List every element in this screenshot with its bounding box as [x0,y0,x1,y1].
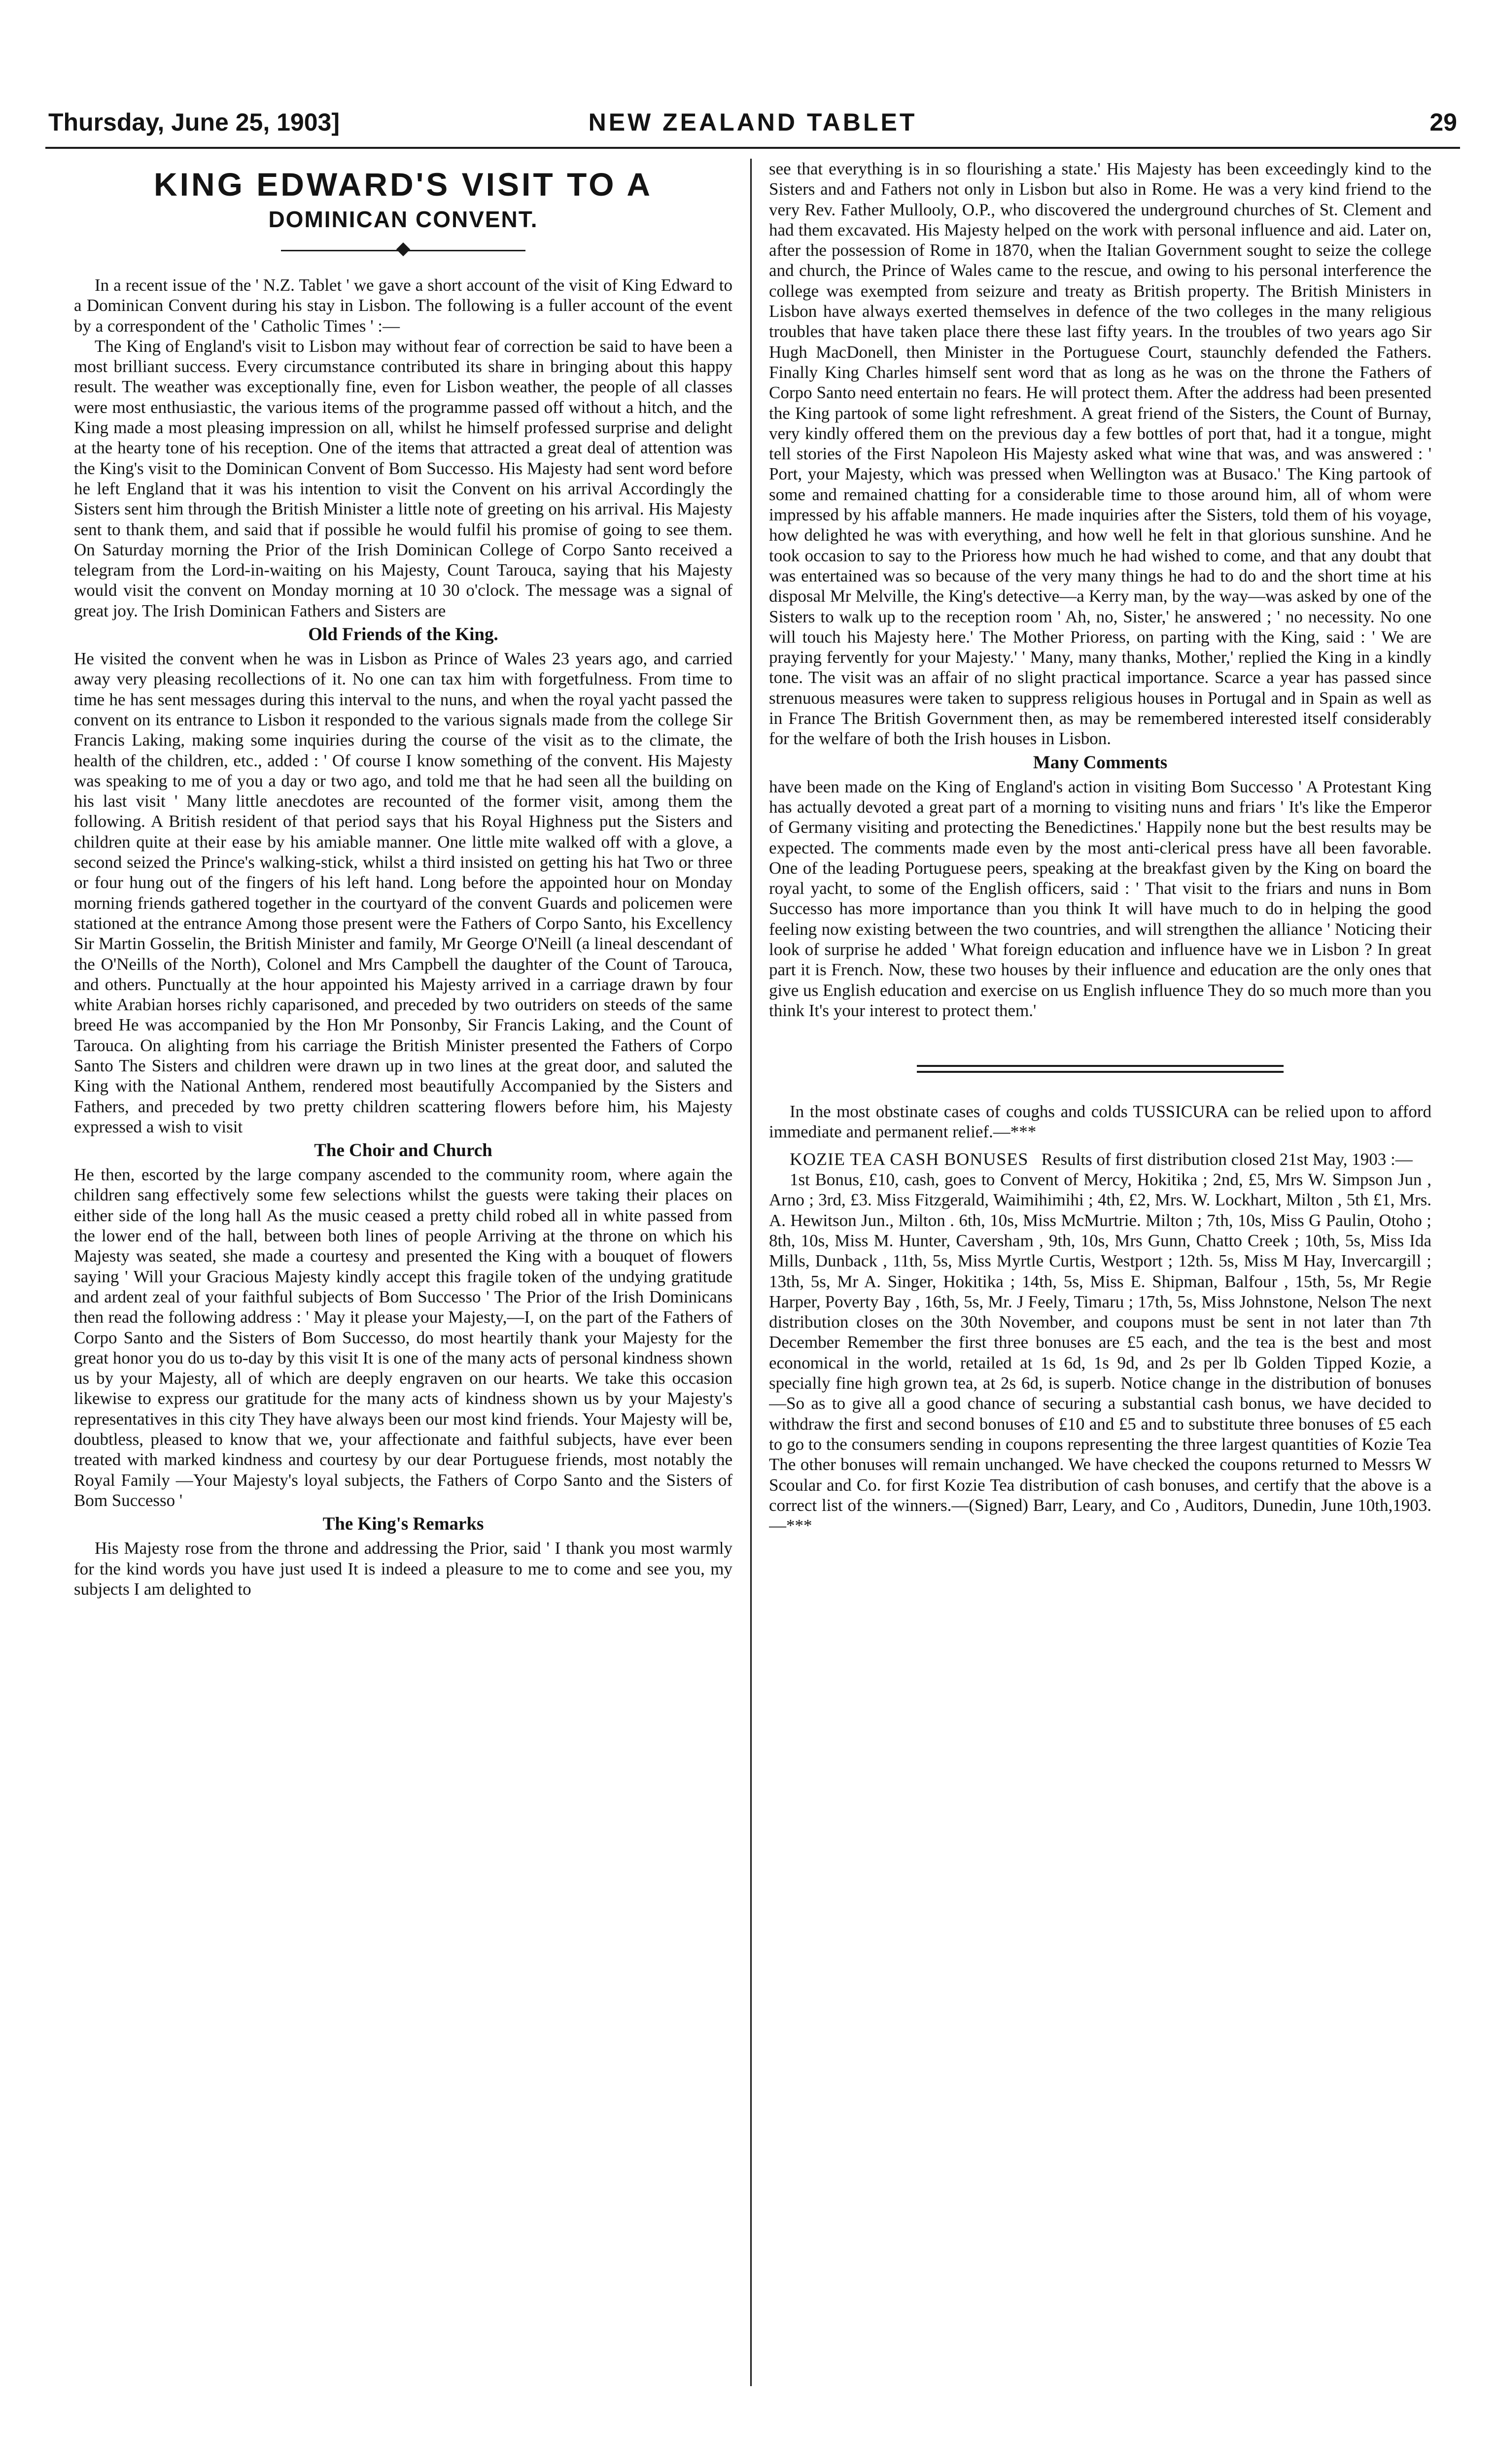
article-paragraph: see that everything is in so flourishing a state.' His Majesty has been exceedingly kind to the Sisters and and Fathers not only in Lisbon but also in Rome. He was a very kind friend to the very Rev. Father Mullooly, O.P., who discovered the underground churches of St. Clement and had them excavated. His Majesty helped on the work with personal influence and aid. Later on, after the possession of Rome in 1870, when the Italian Government sought to seize the college and church, the Prince of Wales came to the rescue, and owing to his personal interference the college was exempted from seizure and treaty as British property. The British Ministers in Lisbon have always exerted themselves in defence of the two colleges in the many religious troubles that have taken place there these last fifty years. In the troubles of two years ago Sir Hugh MacDonell, then Minister in the Portuguese Court, staunchly defended the Fathers. Finally King Charles himself sent word that as long as he was on the throne the Fathers of Corpo Santo need entertain no fears. He will protect them. After the address had been presented the King partook of some light refreshment. A great friend of the Sisters, the Count of Burnay, very kindly offered them on the previous day a few bottles of port that, had it a tongue, might tell stories of the First Napoleon His Majesty asked what wine that was, and was answered : ' Port, your Majesty, which was pressed when Wellington was at Busaco.' The King partook of some and remained chatting for a considerable time to those around him, all of whom were impressed by his affable manners. He made inquiries after the Sisters, told them of his voyage, how delighted he was with everything, and how well he felt in that glorious sunshine. And he took occasion to say to the Prioress how much he had wished to come, and that any doubt that was entertained was so because of the very many things he had to do and the short time at his disposal Mr Melville, the King's detective—a Kerry man, by the way—was asked by one of the Sisters to walk up to the reception room ' Ah, no, Sister,' he answered ; ' no necessity. No one will touch his Majesty here.' The Mother Prioress, on parting with the King, said : ' We are praying fervently for your Majesty.' ' Many, many thanks, Mother,' replied the King in a kindly tone. The visit was an affair of no slight practical importance. Scarce a year has passed since strenuous measures were taken to suppress religious houses in Portugal and in Spain as well as in France The British Government then, as may be remembered interested itself considerably for the welfare of both the Irish houses in Lisbon. [769,159,1431,749]
column-divider [750,159,752,2386]
article-paragraph: His Majesty rose from the throne and addressing the Prior, said ' I thank you most warmly for the kind words you have just used It is indeed a pleasure to me to come and see you, my subjects I am delighted to [74,1539,732,1599]
article-paragraph: have been made on the King of England's action in visiting Bom Successo ' A Protestant King has actually devoted a great part of a morning to visiting nuns and friars ' It's like the Emperor of Germany visiting and protecting the Benedictines.' Happily none but the best results may be expected. The comments made even by the most anti-clerical press have all been favorable. One of the leading Portuguese peers, speaking at the breakfast given by the King on board the royal yacht, to some of the English officers, said : ' That visit to the friars and nuns in Bom Successo has more importance than you think It will have much to do in helping the good feeling now existing between the two countries, and will strengthen the alliance ' Noticing their look of surprise he added ' What foreign education and influence have we in Lisbon ? In great part it is French. Now, these two houses by their influence and education are the only ones that give us English education and exercise on us English influence They do so much more than you think It's your interest to protect them.' [769,777,1431,1020]
newspaper-title: NEW ZEALAND TABLET [588,108,917,136]
article-paragraph: He then, escorted by the large company ascended to the community room, where again the children sang effectively some few selections whilst the guests were taking their places on either side of the long hall As the music ceased a pretty child robed all in white passed from the lower end of the hall, between both lines of people Arriving at the throne on which his Majesty was seated, she made a courtesy and presented the King with a bouquet of flowers saying ' Will your Gracious Majesty kindly accept this fragile token of the undying gratitude and ardent zeal of your faithful subjects of Bom Successo ' The Prior of the Irish Dominicans then read the following address : ' May it please your Majesty,—I, on the part of the Fathers of Corpo Santo and the Sisters of Bom Successo, do most heartily thank your Majesty for the great honor you do us to-day by this visit It is one of the many acts of personal kindness shown us by your Majesty, all of which are deeply engraven on our hearts. We take this occasion likewise to express our gratitude for the many acts of kindness shown us by your Majesty's representatives in this city They have always been our most kind friends. Your Majesty will be, doubtless, pleased to know that we, your affectionate and faithful subjects, have ever been treated with marked kindness and courtesy by our dear Portuguese friends, most notably the Royal Family —Your Majesty's loyal subjects, the Fathers of Corpo Santo and the Sisters of Bom Successo ' [74,1165,732,1510]
title-ornament [74,240,732,260]
article-intro: In a recent issue of the ' N.Z. Tablet ' we gave a short account of the visit of King Edward to a Dominican Convent during his stay in Lisbon. The following is a fuller account of the event by a correspondent of the ' Catholic Times ' :— [74,275,732,336]
masthead [45,103,1460,147]
diamond-ornament-icon [396,242,410,256]
section-heading: The King's Remarks [322,1514,484,1535]
column-right [769,159,1431,2406]
masthead-rule [45,147,1460,149]
section-heading: Many Comments [1033,752,1168,773]
article-paragraph: He visited the convent when he was in Lisbon as Prince of Wales 23 years ago, and carried away very pleasing recollections of it. No one can tax him with forgetfulness. From time to time he has sent messages during this interval to the nuns, and when the royal yacht passed the convent on its entrance to Lisbon it responded to the various signals made from the college Sir Francis Laking, making some inquiries during the course of the visit as to the climate, the health of the children, etc., added : ' Of course I know something of the convent. His Majesty was speaking to me of you a day or two ago, and told me that he had seen all the building on his last visit ' Many little anecdotes are recounted of the former visit, among them the following. A British resident of that period says that his Royal Highness put the Sisters and children quite at their ease by his amiable manner. One little mite walked off with a glove, a second seized the Prince's walking-stick, whilst a third insisted on getting his hat Two or three or four hung out of the fingers of his left hand. Long before the appointed hour on Monday morning friends gathered together in the courtyard of the convent Guards and policemen were stationed at the entrance Among those present were the Fathers of Corpo Santo, his Excellency Sir Martin Gosselin, the British Minister and family, Mr George O'Neill (a lineal descendant of the O'Neills of the North), Colonel and Mrs Campbell the daughter of the Count of Tarouca, and others. Punctually at the hour appointed his Majesty arrived in a carriage drawn by four white Arabian horses richly caparisoned, and preceded by two outriders on steeds of the same breed He was accompanied by the Hon Mr Ponsonby, Sir Francis Laking, and the Count of Tarouca. On alighting from his carriage the British Minister presented the Fathers of Corpo Santo The Sisters and children were drawn up in two lines at the great door, and saluted the King with the National Anthem, rendered most beautifully Accompanied by the Sisters and Fathers, and preceded by two pretty children scattering flowers before him, his Majesty expressed a wish to visit [74,649,732,1136]
section-separator [917,1065,1284,1067]
page-number: 29 [1429,108,1457,136]
kozie-lead: Results of first distribution closed 21st May, 1903 :— [1041,1149,1413,1169]
section-heading: The Choir and Church [314,1140,492,1161]
kozie-results: 1st Bonus, £10, cash, goes to Convent of Mercy, Hokitika ; 2nd, £5, Mrs W. Simpson Jun , Arno ; 3rd, £3. Miss Fitzgerald, Waimihimihi ; 4th, £2, Mrs. W. Lockhart, Milton , 5th £1, Mrs. A. Hewitson Jun., Milton . 6th, 10s, Miss McMurtrie. Milton ; 7th, 10s, Miss G Paulin, Otoho ; 8th, 10s, Miss M. Hunter, Caversham , 9th, 10s, Mrs Gunn, Chatto Creek ; 10th, 5s, Miss Ida Mills, Dunback , 11th, 5s, Miss Myrtle Curtis, Westport ; 12th. 5s, Miss M Hay, Invercargill ; 13th, 5s, Mr A. Singer, Hokitika ; 14th, 5s, Miss E. Shipman, Balfour , 15th, 5s, Mr Regie Harper, Poverty Bay , 16th, 5s, Mr. J Feely, Timaru ; 17th, 5s, Miss Johnstone, Nelson The next distribution closes on the 30th November, and coupons must be sent in not later than 7th December Remember the first three bonuses are £5 each, and the tea is the best and most economical in the world, retailed at 1s 6d, 1s 9d, and 2s per lb Golden Tipped Kozie, a specially fine high grown tea, at 2s 6d, is superb. Notice change in the distribution of bonuses —So as to give all a good chance of securing a substantial cash bonus, we have decided to withdraw the first and second bonuses of £10 and £5 and to substitute three bonuses of £5 each to go to the consumers sending in coupons representing the three largest quantities of Kozie Tea The other bonuses will remain unchanged. We have checked the coupons returned to Messrs W Scoular and Co. for first Kozie Tea distribution of cash bonuses, and certify that the above is a correct list of the winners.—(Signed) Barr, Leary, and Co , Auditors, Dunedin, June 10th,1903.—*** [769,1170,1431,1536]
article-subtitle: DOMINICAN CONVENT. [268,206,538,232]
kozie-notice [769,1149,1431,1169]
kozie-heading: KOZIE TEA CASH BONUSES [790,1149,1029,1169]
issue-date: Thursday, June 25, 1903] [48,108,340,136]
article-title: KING EDWARD'S VISIT TO A [153,166,653,203]
section-heading: Old Friends of the King. [308,624,498,645]
column-left [74,159,732,2406]
article-paragraph: The King of England's visit to Lisbon may without fear of correction be said to have been a most brilliant success. Every circumstance contributed its share in bringing about this happy result. The weather was exceptionally fine, even for Lisbon weather, the people of all classes were most enthusiastic, the various items of the programme passed off without a hitch, and the King made a most pleasing impression on all, whilst he himself professed surprise and delight at the hearty tone of his reception. One of the items that attracted a great deal of attention was the King's visit to the Dominican Convent of Bom Successo. His Majesty had sent word before he left England that it was his intention to visit the Convent on his arrival Accordingly the Sisters sent him through the British Minister a little note of greeting on his arrival. His Majesty sent to thank them, and said that if possible he would fulfil his promise of going to see them. On Saturday morning the Prior of the Irish Dominican College of Corpo Santo received a telegram from the Lord-in-waiting on his Majesty, Count Tarouca, saying that his Majesty would visit the convent on Monday morning at 10 30 o'clock. The message was a signal of great joy. The Irish Dominican Fathers and Sisters are [74,336,732,620]
tussicura-notice: In the most obstinate cases of coughs and colds TUSSICURA can be relied upon to afford immediate and permanent relief.—*** [769,1102,1431,1142]
